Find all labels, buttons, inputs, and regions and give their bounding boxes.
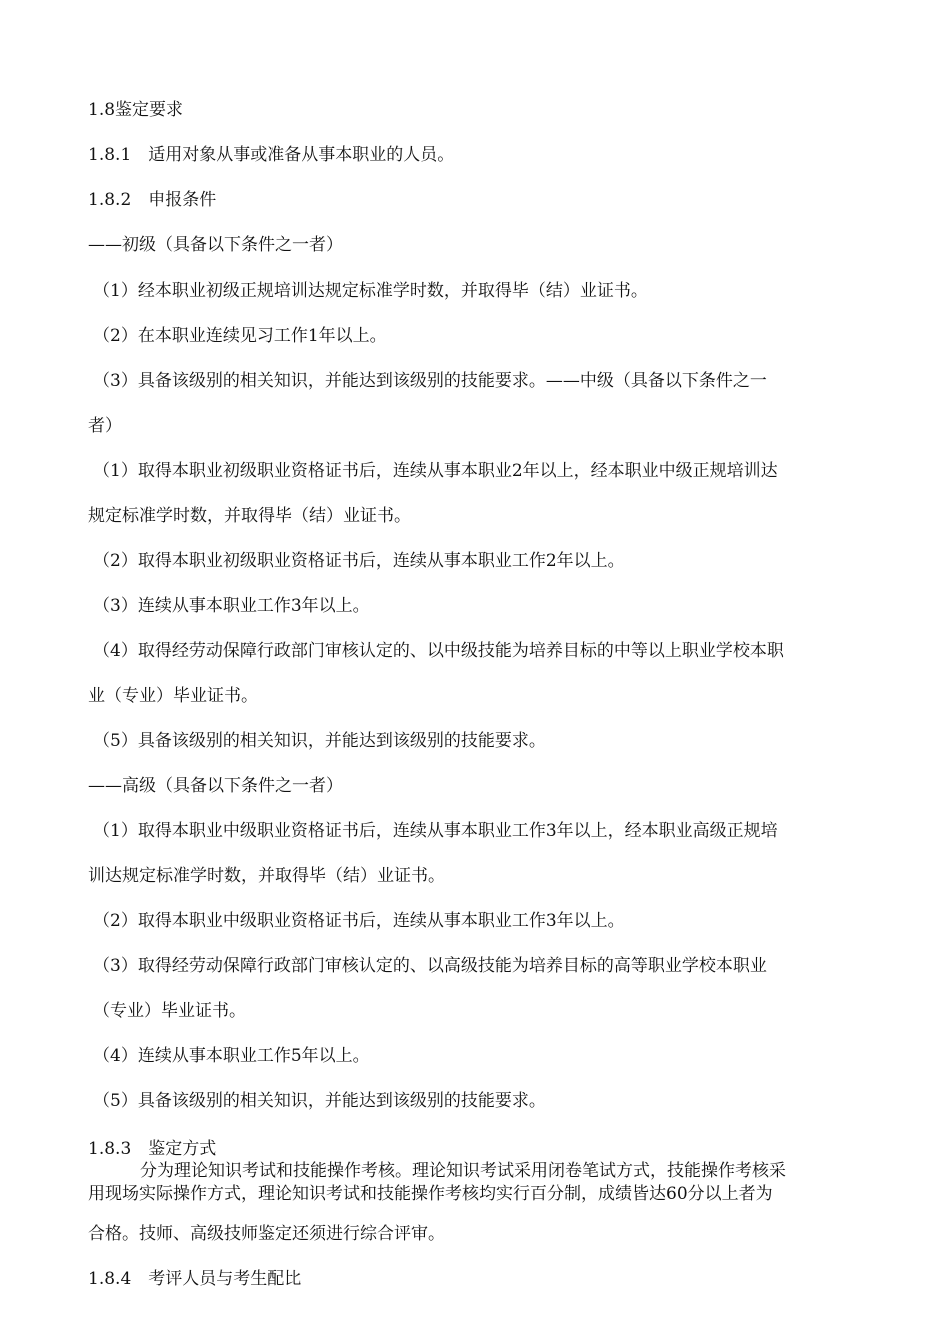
section-heading-1-8-3: 1.8.3 鉴定方式	[88, 1139, 217, 1159]
section-heading-1-8-4: 1.8.4 考评人员与考生配比	[88, 1269, 302, 1289]
list-item: （5）具备该级别的相关知识，并能达到该级别的技能要求。	[93, 1091, 546, 1111]
list-item: （1）取得本职业中级职业资格证书后，连续从事本职业工作3年以上，经本职业高级正规培	[93, 821, 778, 841]
list-item-continuation: 业（专业）毕业证书。	[88, 686, 258, 706]
paragraph-line: 分为理论知识考试和技能操作考核。理论知识考试采用闭卷笔试方式，技能操作考核采	[140, 1161, 786, 1181]
section-heading-1-8: 1.8鉴定要求	[88, 100, 184, 120]
list-item: （1）经本职业初级正规培训达规定标准学时数，并取得毕（结）业证书。	[93, 281, 648, 301]
list-item: （4）连续从事本职业工作5年以上。	[93, 1046, 370, 1066]
level-heading-junior: ——初级（具备以下条件之一者）	[88, 235, 343, 255]
level-heading-senior: ——高级（具备以下条件之一者）	[88, 776, 343, 796]
list-item-continuation: 规定标准学时数，并取得毕（结）业证书。	[88, 506, 411, 526]
list-item-continuation: 训达规定标准学时数，并取得毕（结）业证书。	[88, 866, 445, 886]
list-item: （3）连续从事本职业工作3年以上。	[93, 596, 370, 616]
list-item: （2）在本职业连续见习工作1年以上。	[93, 326, 387, 346]
paragraph-line: 合格。技师、高级技师鉴定还须进行综合评审。	[88, 1224, 445, 1244]
section-heading-1-8-1: 1.8.1 适用对象从事或准备从事本职业的人员。	[88, 145, 455, 165]
list-item: （4）取得经劳动保障行政部门审核认定的、以中级技能为培养目标的中等以上职业学校本职	[93, 641, 784, 661]
list-item: （2）取得本职业初级职业资格证书后，连续从事本职业工作2年以上。	[93, 551, 625, 571]
paragraph-line: 用现场实际操作方式，理论知识考试和技能操作考核均实行百分制，成绩皆达60分以上者为	[88, 1184, 773, 1204]
list-item: （5）具备该级别的相关知识，并能达到该级别的技能要求。	[93, 731, 546, 751]
list-item-continuation: 者）	[88, 416, 122, 436]
list-item: （3）具备该级别的相关知识，并能达到该级别的技能要求。——中级（具备以下条件之一	[93, 371, 767, 391]
section-heading-1-8-2: 1.8.2 申报条件	[88, 190, 217, 210]
list-item: （3）取得经劳动保障行政部门审核认定的、以高级技能为培养目标的高等职业学校本职业	[93, 956, 767, 976]
list-item: （1）取得本职业初级职业资格证书后，连续从事本职业2年以上，经本职业中级正规培训达	[93, 461, 778, 481]
list-item: （2）取得本职业中级职业资格证书后，连续从事本职业工作3年以上。	[93, 911, 625, 931]
list-item-continuation: （专业）毕业证书。	[93, 1001, 246, 1021]
